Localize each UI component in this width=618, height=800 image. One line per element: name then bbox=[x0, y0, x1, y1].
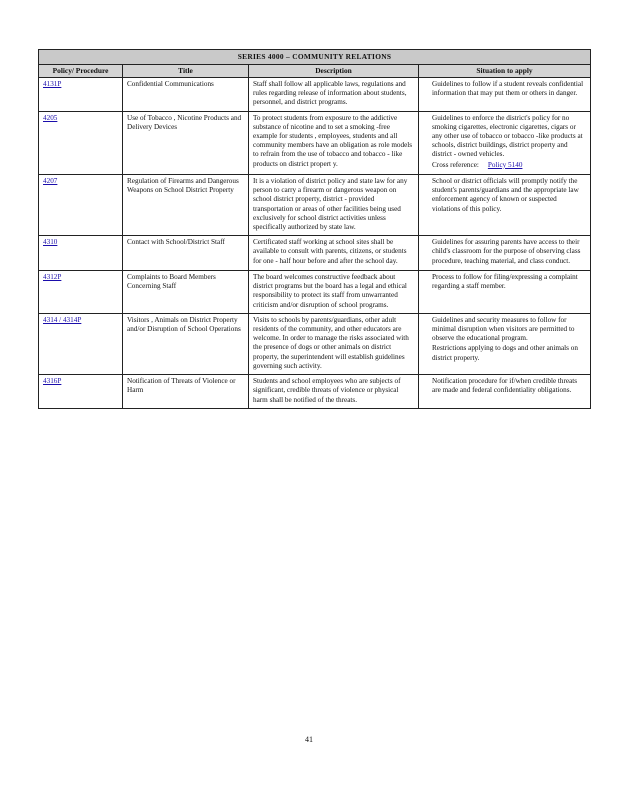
situation-cell bbox=[419, 313, 591, 374]
bullet-icon bbox=[423, 80, 432, 98]
cross-reference-label: Cross reference: bbox=[432, 160, 479, 169]
policy-link[interactable]: 4312P bbox=[43, 272, 62, 281]
table-row bbox=[39, 77, 591, 111]
title-cell: Complaints to Board Members Concerning Staff bbox=[123, 270, 249, 313]
description-cell: Staff shall follow all applicable laws, regulations and rules regarding release of information about students, personnel, and district programs. bbox=[249, 77, 419, 111]
situation-text: School or district officials will promptly notify the student's parents/guardians and the appropriate law enforcement agency of known or suspected violations of this policy. bbox=[432, 176, 579, 213]
situation-bullet bbox=[423, 238, 586, 266]
header-description: Description bbox=[249, 65, 419, 77]
situation-bullet bbox=[423, 177, 586, 214]
table-row bbox=[39, 270, 591, 313]
policy-link[interactable]: 4207 bbox=[43, 176, 58, 185]
header-title: Title bbox=[123, 65, 249, 77]
title-cell: Contact with School/District Staff bbox=[123, 236, 249, 271]
policy-link[interactable]: 4316P bbox=[43, 377, 62, 386]
policy-cell bbox=[39, 313, 123, 374]
situation-cell bbox=[419, 375, 591, 409]
bullet-icon bbox=[423, 114, 432, 160]
description-cell: Visits to schools by parents/guardians, other adult residents of the community, and other educators are welcome. In order to manage the risks associated with the presence of dogs or other animals on district property, the superintendent will establish guidelines governing such activity. bbox=[249, 313, 419, 374]
policy-link[interactable]: 4131P bbox=[43, 79, 62, 88]
description-cell: It is a violation of district policy and state law for any person to carry a firearm or dangerous weapon on school district property, district - provided transportation or areas of other facilities being used exclusively for school district activities unless specifically authorized by state law. bbox=[249, 174, 419, 235]
situation-bullet bbox=[423, 377, 586, 395]
policy-link[interactable]: 4310 bbox=[43, 238, 58, 247]
bullet-icon bbox=[423, 177, 432, 214]
description-cell: Certificated staff working at school sites shall be available to consult with parents, citizens, or students for one - half hour before and after the school day. bbox=[249, 236, 419, 271]
situation-bullet bbox=[423, 316, 586, 344]
situation-cell bbox=[419, 111, 591, 174]
policy-link[interactable]: 4205 bbox=[43, 113, 58, 122]
table-row bbox=[39, 313, 591, 374]
situation-cell bbox=[419, 174, 591, 235]
policy-cell bbox=[39, 236, 123, 271]
policy-cell bbox=[39, 77, 123, 111]
header-policy: Policy/ Procedure bbox=[39, 65, 123, 77]
situation-cell bbox=[419, 77, 591, 111]
description-cell: Students and school employees who are subjects of significant, credible threats of violence or physical harm shall be notified of the threats. bbox=[249, 375, 419, 409]
situation-bullet bbox=[423, 114, 586, 160]
policy-table bbox=[38, 49, 591, 409]
situation-text: Guidelines to enforce the district's policy for no smoking cigarettes, electronic cigarettes, cigars or any other use of tobacco or tobacco -like products at schools, district buildings, district property and district - owned vehicles. bbox=[432, 113, 583, 159]
title-cell: Regulation of Firearms and Dangerous Weapons on School District Property bbox=[123, 174, 249, 235]
table-row bbox=[39, 375, 591, 409]
situation-cell bbox=[419, 236, 591, 271]
title-cell: Use of Tobacco , Nicotine Products and Delivery Devices bbox=[123, 111, 249, 174]
situation-text: Guidelines for assuring parents have access to their child's classroom for the purpose of observing class procedure, teaching material, and class conduct. bbox=[432, 238, 581, 265]
bullet-icon bbox=[423, 344, 432, 362]
bullet-icon bbox=[423, 238, 432, 266]
situation-text: Guidelines and security measures to follow for minimal disruption when visitors are permitted to observe the educational program. bbox=[432, 315, 575, 343]
policy-cell bbox=[39, 375, 123, 409]
series-title: SERIES 4000 – COMMUNITY RELATIONS bbox=[39, 50, 591, 65]
situation-text: Process to follow for filing/expressing a complaint regarding a staff member. bbox=[432, 272, 578, 291]
table-row bbox=[39, 111, 591, 174]
bullet-icon bbox=[423, 316, 432, 344]
cross-reference-link[interactable]: Policy 5140 bbox=[487, 160, 523, 169]
situation-text: Notification procedure for if/when credible threats are made and federal confidentiality obligations. bbox=[432, 377, 578, 395]
policy-cell bbox=[39, 111, 123, 174]
title-cell: Confidential Communications bbox=[123, 77, 249, 111]
bullet-icon bbox=[423, 273, 432, 291]
title-cell: Visitors , Animals on District Property and/or Disruption of School Operations bbox=[123, 313, 249, 374]
title-cell: Notification of Threats of Violence or Harm bbox=[123, 375, 249, 409]
situation-text: Guidelines to follow if a student reveals confidential information that may put them or others in danger. bbox=[432, 79, 584, 98]
policy-cell bbox=[39, 174, 123, 235]
header-situation: Situation to apply bbox=[419, 65, 591, 77]
table-row bbox=[39, 174, 591, 235]
situation-cell bbox=[419, 270, 591, 313]
bullet-icon bbox=[423, 377, 432, 395]
bullet-icon bbox=[423, 161, 432, 170]
situation-bullet bbox=[423, 344, 586, 362]
description-cell: To protect students from exposure to the addictive substance of nicotine and to set a smoking -free example for students , employees, students and all community members have an obligation as role models to refrain from the use of tobacco and tobacco - like products on district propert y. bbox=[249, 111, 419, 174]
cross-reference bbox=[423, 161, 586, 170]
situation-bullet bbox=[423, 273, 586, 291]
situation-bullet bbox=[423, 80, 586, 98]
page-number: 41 bbox=[305, 735, 313, 744]
situation-text: Restrictions applying to dogs and other animals on district property. bbox=[432, 344, 578, 362]
policy-cell bbox=[39, 270, 123, 313]
table-row bbox=[39, 236, 591, 271]
description-cell: The board welcomes constructive feedback about district programs but the board has a legal and ethical responsibility to protect its staff from unwarranted criticism and/or disruption of school programs. bbox=[249, 270, 419, 313]
policy-link[interactable]: 4314 / 4314P bbox=[43, 315, 82, 324]
